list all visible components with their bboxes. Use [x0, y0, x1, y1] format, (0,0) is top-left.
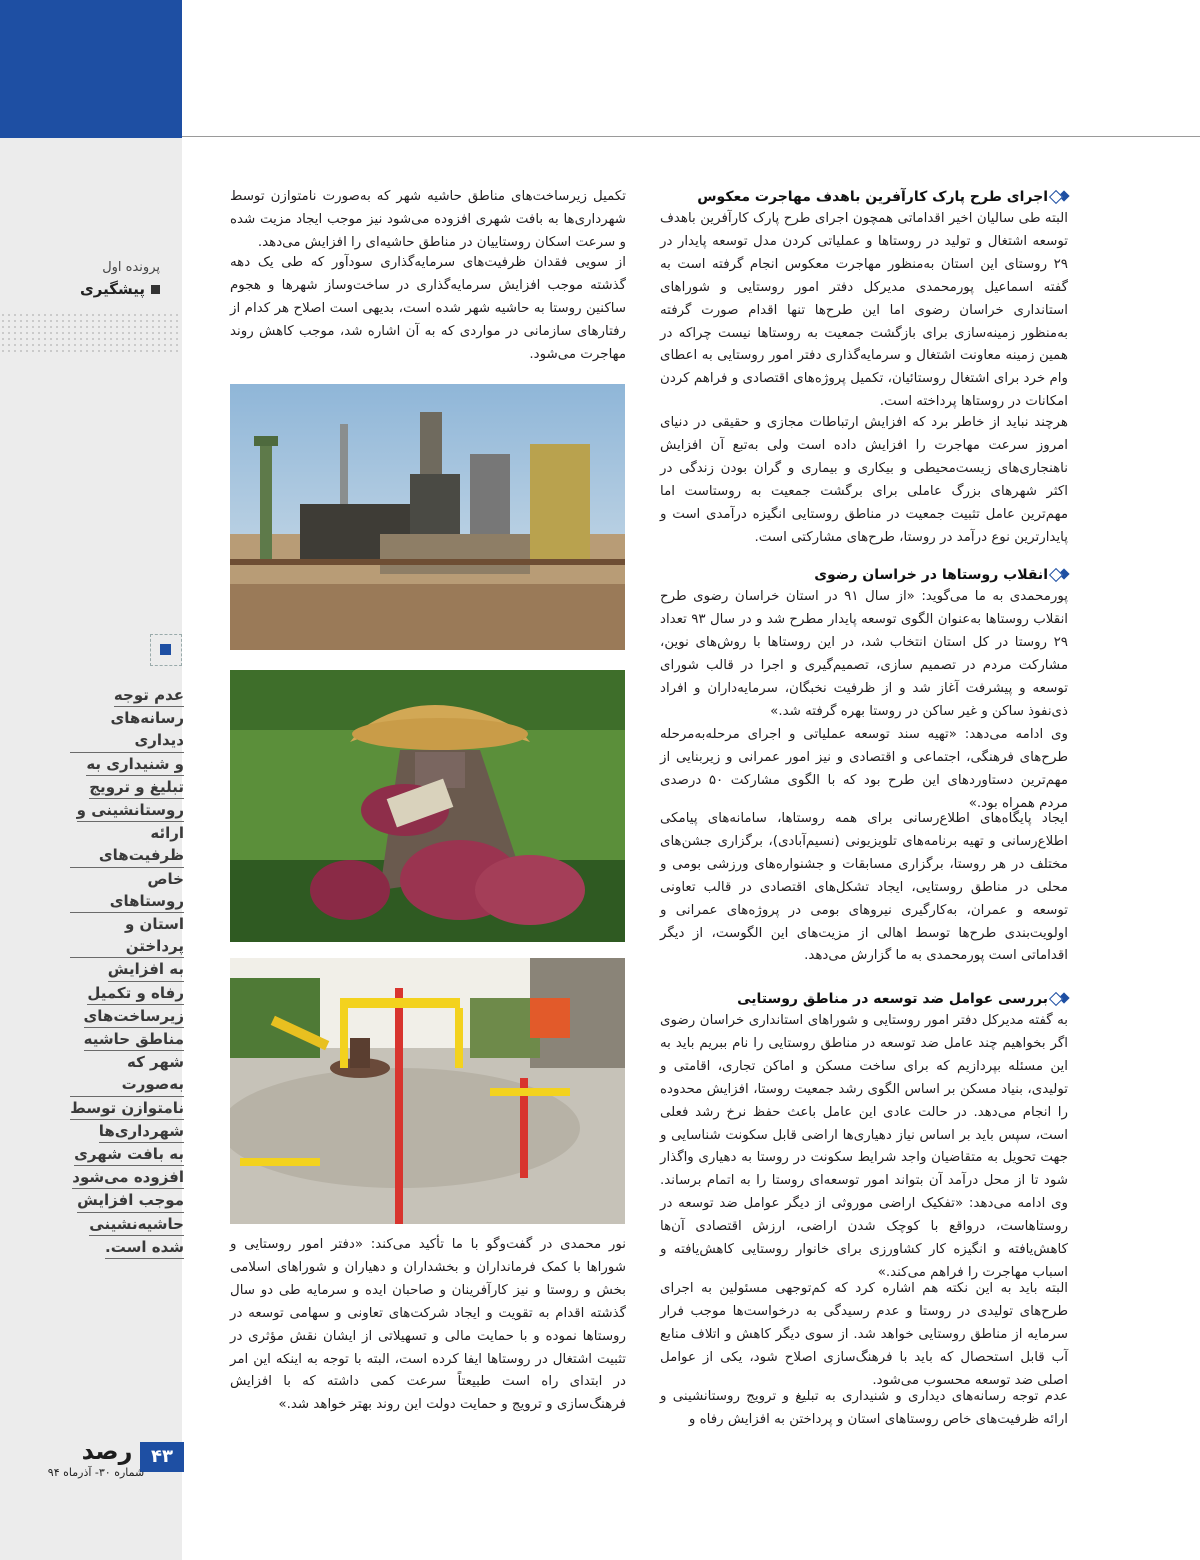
page-number: ۴۳	[140, 1442, 184, 1472]
dossier-title: پیشگیری	[80, 280, 145, 298]
paragraph: البته باید به این نکته هم اشاره کرد که کم‌توجهی مسئولین به اجرای طرح‌های تولیدی در روستا و عدم رسیدگی به درخواست‌ها موجب فرار سرمایه از مناطق روستایی خواهد شد. از سوی دیگر کاهش و اتلاف منابع آب قابل استحصال که باید با فرهنگ‌سازی اصلاح شود، یکی از عوامل اصلی ضد توسعه محسوب می‌شود.	[660, 1281, 1068, 1388]
double-diamond-icon	[1054, 994, 1068, 1004]
dot-pattern	[0, 312, 182, 352]
pull-quote-line: عدم توجه	[114, 684, 184, 707]
paragraph: پورمحمدی به ما می‌گوید: «از سال ۹۱ در استان خراسان رضوی طرح انقلاب روستاها به‌عنوان الگوی توسعه پایدار مطرح شد و در سال ۹۳ تعداد ۲۹ روستا در کل استان انتخاب شد، در این روستاها با روش‌های نوین، مشارکت مردم در تصمیم سازی، تصمیم‌گیری و اجرا در قالب شورای توسعه و پیشرفت آغاز شد و از ظرفیت نخبگان، سرمایه‌داران و افراد ذی‌نفوذ ساکن و غیر ساکن در روستا بهره گرفته شد.»	[660, 589, 1069, 719]
issue-info: شماره ۳۰- آذرماه ۹۴	[47, 1466, 145, 1479]
paragraph: تکمیل زیرساخت‌های مناطق حاشیه شهر که به‌صورت نامتوازن توسط شهرداری‌ها به بافت شهری افزوده می‌شود نیز موجب ایجاد مزیت شده و سرعت اسکان روستاییان در مناطق حاشیه‌ای را افزایش می‌دهد.	[230, 189, 626, 250]
photo-playground	[230, 958, 625, 1224]
photo-grape-harvest	[230, 670, 625, 942]
pull-quote-line: نامتوازن توسط	[70, 1097, 184, 1120]
section-heading: بررسی عوامل ضد توسعه در مناطق روستایی	[648, 988, 1068, 1010]
pull-quote-line: زیرساخت‌های	[84, 1005, 184, 1028]
paragraph: ایجاد پایگاه‌های اطلاع‌رسانی برای همه روستاها، سامانه‌های پیامکی اطلاع‌رسانی و تهیه برنامه‌های تلویزیونی (نسیم‌آبادی)، برگزاری جشن‌های مختلف در هر روستا، برگزاری مسابقات و جشنواره‌های ورزشی بومی و محلی در مناطق روستایی، ایجاد تشکل‌های اقتصادی در قالب تعاونی توسعه و عمران، به‌کارگیری نیروهای بومی در پروژه‌های عمرانی و اولویت‌بندی طرح‌ها توسط اهالی از مزیت‌های این الگوست، از دیگر اقداماتی است پورمحمدی به ما گزارش می‌دهد.	[660, 811, 1068, 964]
pull-quote-line: ارائه ظرفیت‌های	[70, 822, 184, 867]
square-bullet-icon	[151, 285, 160, 294]
section-heading: اجرای طرح پارک کارآفرین باهدف مهاجرت معکوس	[648, 186, 1068, 208]
paragraph: نور محمدی در گفت‌وگو با ما تأکید می‌کند: «دفتر امور روستایی و شوراها با کمک فرمانداران و بخشداران و دهیاران و شوراهای اسلامی بخش و روستا و نیز کارآفرینان و صاحبان ایده و سرمایه طی دو سال گذشته اقدام به تقویت و ایجاد شرکت‌های تعاونی و سهامی توسعه در روستاها نموده و با حمایت مالی و تسهیلاتی از ایشان نقش مؤثری در تثبیت اشتغال در روستاها ایفا کرده است، البته با توجه به اینکه این امر در ابتدای راه است طبیعتاً سرعت کمی داشته که با افزایش فرهنگ‌سازی و ترویج و حمایت دولت این روند بهتر خواهد شد.»	[230, 1237, 626, 1413]
header-color-block	[0, 0, 182, 138]
paragraph: عدم توجه رسانه‌های دیداری و شنیداری به تبلیغ و ترویج روستانشینی و ارائه ظرفیت‌های خاص روستاهای استان و پرداختن به افزایش رفاه و	[660, 1389, 1068, 1427]
pull-quote-line: و شنیداری به	[86, 753, 184, 776]
pull-quote-line: مناطق حاشیه	[84, 1028, 184, 1051]
paragraph: البته طی سالیان اخیر اقداماتی همچون اجرای طرح پارک کارآفرین باهدف توسعه اشتغال و تولید در روستاها و عملیاتی کردن مدل توسعه پایدار در ۲۹ روستای این استان به‌منظور مهاجرت معکوس انجام گرفته است به گفته اسماعیل پورمحمدی مدیرکل دفتر امور روستایی و شوراهای استانداری خراسان رضوی اما این طرح‌ها تنها اقدام صورت گرفته به‌منظور زمینه‌سازی برای بازگشت جمعیت به روستاها نیست چراکه در همین زمینه معاونت اشتغال و سرمایه‌گذاری دفتر امور روستایی به اعطای وام خرد برای اشتغال روستائیان، تکمیل پروژه‌های اقتصادی و فراهم کردن امکانات در روستاها پرداخته است.	[660, 211, 1068, 410]
pull-quote-line: شهر که به‌صورت	[70, 1051, 184, 1096]
pull-quote-line: حاشیه‌نشینی	[89, 1213, 184, 1236]
pull-quote-line: رفاه و تکمیل	[87, 982, 184, 1005]
double-diamond-icon	[1054, 570, 1068, 580]
pull-quote-line: شده است.	[105, 1236, 184, 1259]
paragraph: وی ادامه می‌دهد: «تهیه سند توسعه عملیاتی و اجرای مرحله‌به‌مرحله طرح‌های فرهنگی، اجتماعی و اقتصادی و نیز امور عمرانی و زیربنایی از مهم‌ترین دستاوردهای این طرح بود که با الگوی مشارکت ۵۰ درصدی مردم همراه بود.»	[660, 727, 1068, 811]
dossier-label: پرونده اول	[102, 260, 160, 275]
pull-quote-line: به بافت شهری	[74, 1143, 184, 1166]
paragraph: از سویی فقدان ظرفیت‌های سرمایه‌گذاری سودآور که طی یک دهه گذشته موجب افزایش سرمایه‌گذاری در ساخت‌وساز شهرها و هجوم ساکنین روستا به حاشیه شهر شده است، بدیهی است اصلاح هر کدام از رفتارهای سازمانی در مواردی که به آن اشاره شد، موجب کاهش روند مهاجرت می‌شود.	[230, 255, 626, 362]
pull-quote-line: خاص روستاهای	[70, 868, 184, 913]
paragraph: هرچند نباید از خاطر برد که افزایش ارتباطات مجازی و حقیقی در دنیای امروز سرعت مهاجرت را افزایش داده است ولی به‌تبع آن افزایش ناهنجاری‌های زیست‌محیطی و بیکاری و بیماری و گران بودن زندگی در اکثر شهرهای بزرگ عاملی برای برگشت جمعیت به روستاست اما مهم‌ترین عامل تثبیت جمعیت در مناطق روستایی انگیزه درآمدی است و پایدارترین نوع درآمد در روستا، طرح‌های مشارکتی است.	[660, 415, 1068, 545]
photo-factory	[230, 384, 625, 650]
pull-quote-line: رسانه‌های دیداری	[70, 707, 184, 752]
pull-quote-line: تبلیغ و ترویج	[89, 776, 184, 799]
pull-quote-line: به افزایش	[108, 958, 184, 981]
section-heading: انقلاب روستاها در خراسان رضوی	[648, 564, 1068, 586]
pull-quote-line: استان و پرداختن	[70, 913, 184, 958]
pull-quote-line: افزوده می‌شود	[72, 1166, 184, 1189]
pull-quote-line: موجب افزایش	[77, 1189, 184, 1212]
dossier-label-block	[10, 258, 160, 300]
magazine-logo: رصد	[81, 1437, 133, 1465]
double-diamond-icon	[1054, 192, 1068, 202]
pull-quote-line: شهرداری‌ها	[99, 1120, 184, 1143]
pull-quote	[70, 684, 184, 1259]
square-marker-icon	[150, 634, 182, 666]
pull-quote-line: روستانشینی و	[77, 799, 184, 822]
paragraph: به گفته مدیرکل دفتر امور روستایی و شوراهای استانداری خراسان رضوی اگر بخواهیم چند عامل ضد توسعه در مناطق روستایی را نام ببریم باید به این مسئله بپردازیم که برای ساخت مسکن و اماکن تجاری، اقامتی و تولیدی، بنیاد مسکن بر اساس الگوی رشد جمعیت روستا، افزایش محدوده را انجام می‌دهد. در حالت عادی این عامل باعث حفظ نرخ رشد فعلی است، سپس باید بر اساس نیاز دهیاری‌ها اراضی قابل سکونت شناسایی و جهت تحویل به متقاضیان واجد شرایط سکونت در روستا به دهیاری واگذار شود تا از محل درآمد آن بتواند امور توسعه‌ای روستا را به اتمام برساند. وی ادامه می‌دهد: «تفکیک اراضی موروثی از دیگر عوامل ضد توسعه در روستاهاست، درواقع با کوچک شدن اراضی، ارزش اقتصادی آن‌ها کاهش‌یافته و انگیزه کار کشاورزی برای خانوار روستایی کاهش‌یافته و اسباب مهاجرت را فراهم می‌کند.»	[660, 1013, 1068, 1280]
header-rule	[182, 136, 1200, 137]
